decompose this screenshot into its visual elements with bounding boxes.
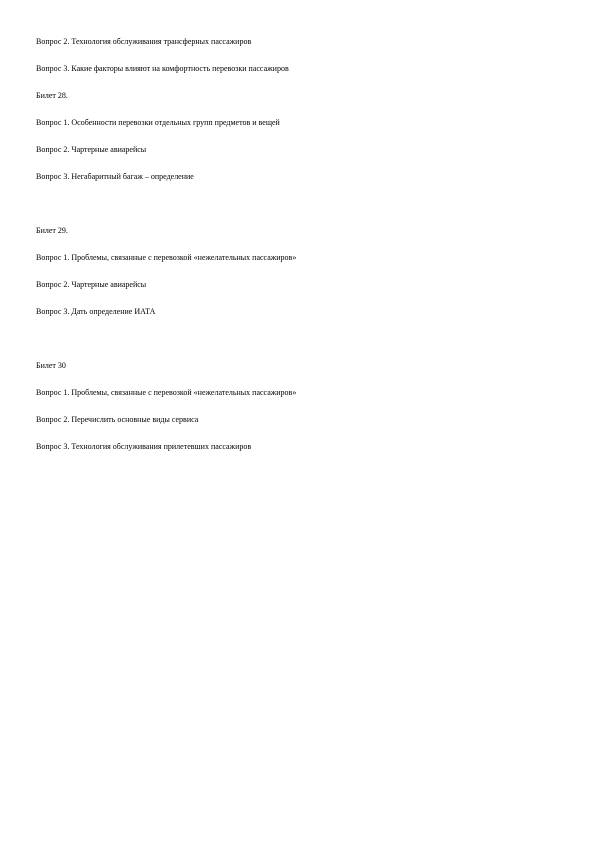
question-line: Вопрос 1. Особенности перевозки отдельных групп предметов и вещей (36, 118, 280, 127)
question-line: Вопрос 3. Технология обслуживания прилетевших пассажиров (36, 442, 252, 451)
question-line: Вопрос 1. Проблемы, связанные с перевозкой «нежелательных пассажиров» (36, 253, 297, 262)
question-line: Вопрос 3. Какие факторы влияют на комфортность перевозки пассажиров (36, 64, 289, 73)
ticket-heading: Билет 28. (36, 91, 68, 100)
question-line: Вопрос 2. Чартерные авиарейсы (36, 280, 147, 289)
ticket-heading: Билет 29. (36, 226, 68, 235)
ticket-heading: Билет 30 (36, 361, 66, 370)
question-line: Вопрос 2. Чартерные авиарейсы (36, 145, 147, 154)
question-line: Вопрос 2. Технология обслуживания трансферных пассажиров (36, 37, 252, 46)
question-line: Вопрос 1. Проблемы, связанные с перевозкой «нежелательных пассажиров» (36, 388, 297, 397)
question-line: Вопрос 2. Перечислить основные виды сервиса (36, 415, 199, 424)
question-line: Вопрос 3. Негабаритный багаж – определение (36, 172, 194, 181)
question-line: Вопрос 3. Дать определение ИАТА (36, 307, 156, 316)
